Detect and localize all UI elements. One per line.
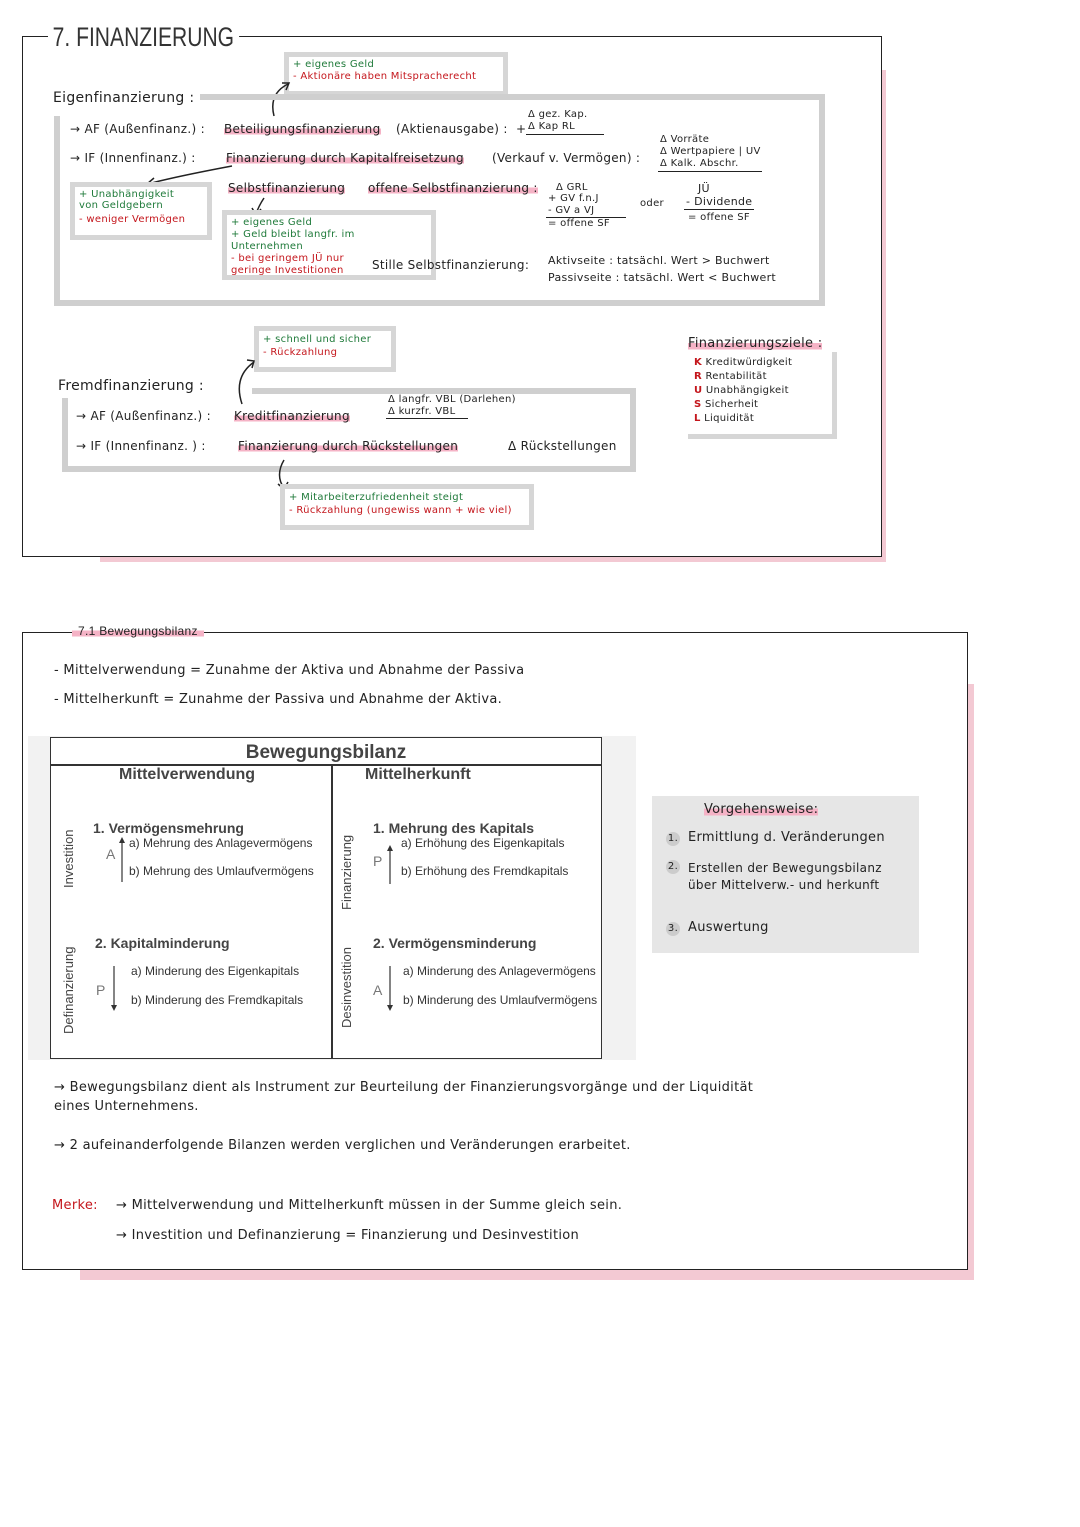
eigen-bar-top [200, 94, 824, 100]
ziele-letter-k: K [694, 357, 703, 368]
para-instrument: → Bewegungsbilanz dient als Instrument zur Beurteilung der Finanzierungsvorgänge und der Liquidität eines Unternehmens. [54, 1080, 754, 1114]
eigen-if-text: Finanzierung durch Kapitalfreisetzung [226, 151, 464, 165]
ziele-text-s: Sicherheit [705, 399, 759, 410]
eigen-bar-bottom [54, 300, 825, 306]
fremd-bottom-minus: - Rückzahlung (ungewiss wann + wie viel) [289, 505, 512, 516]
fremd-note-bottom [280, 484, 534, 530]
eigen-left-plus: + Unabhängigkeit von Geldgebern [79, 189, 175, 211]
table-col-right: Mittelherkunft [365, 766, 471, 783]
fremd-bar-right [630, 388, 636, 472]
table-col-left: Mittelverwendung [119, 766, 256, 783]
def-mittelherkunft: - Mittelherkunft = Zunahme der Passiva und Abnahme der Aktiva. [54, 692, 503, 707]
step-3-text: Auswertung [688, 920, 769, 935]
fremd-af-label: → AF (Außenfinanz.) : [76, 409, 211, 423]
q1-up-arrow-icon [117, 836, 127, 882]
eigen-offene: offene Selbstfinanzierung : [368, 181, 538, 195]
merke-line-1: → Mittelverwendung und Mittelherkunft müssen in der Summe gleich sein. [116, 1198, 623, 1213]
vorgehen-step-1 [666, 830, 912, 846]
selbst-plus2: + Geld bleibt langfr. im Unternehmen [231, 229, 355, 252]
fremd-if-delta: Δ Rückstellungen [508, 439, 617, 453]
table-mid-line [331, 764, 333, 1058]
eigen-bar-right [819, 94, 825, 306]
ziele-item-s [694, 398, 826, 412]
eigen-offene-calc-3: - GV a VJ [548, 205, 595, 216]
fremd-note-minus: - Rückzahlung [263, 347, 338, 358]
q4-side-label: Desinvestition [339, 947, 354, 1028]
q1-letter: A [106, 846, 116, 862]
vorgehen-step-3 [666, 920, 912, 936]
merke-label: Merke: [52, 1198, 98, 1213]
step-2-number: 2. [667, 861, 679, 872]
ziele-item-u [694, 384, 826, 398]
q3-side-label: Definanzierung [61, 946, 76, 1034]
q4-a: a) Minderung des Anlagevermögens [403, 964, 596, 978]
section2-title: 7.1 Bewegungsbilanz [72, 624, 204, 638]
eigen-af-delta2: Δ Kap RL [528, 121, 575, 132]
eigen-af-underline [526, 134, 604, 135]
merke-line-2: → Investition und Definanzierung = Finanzierung und Desinvestition [116, 1228, 580, 1243]
q1-b: b) Mehrung des Umlaufvermögens [129, 864, 314, 878]
para-bilanzen: → 2 aufeinanderfolgende Bilanzen werden verglichen und Veränderungen erarbeitet. [54, 1138, 631, 1153]
ziele-item-l [694, 412, 826, 426]
selbst-minus: - bei geringem JÜ nur geringe Investitionen [231, 253, 344, 276]
bewegungsbilanz-table [50, 737, 602, 1059]
eigen-offene-calc-4: = offene SF [548, 218, 610, 229]
vorgehen-step-2 [666, 860, 912, 894]
q4-b: b) Minderung des Umlaufvermögens [403, 993, 598, 1007]
q2-b: b) Erhöhung des Fremdkapitals [401, 864, 569, 878]
eigen-stille: Stille Selbstfinanzierung: [372, 258, 530, 272]
q1-side-label: Investition [61, 829, 76, 888]
q4-letter: A [373, 982, 383, 998]
vorgehen-heading: Vorgehensweise: [704, 802, 819, 817]
eigen-if-paren: (Verkauf v. Vermögen) : [492, 151, 641, 165]
def-mittelverwendung: - Mittelverwendung = Zunahme der Aktiva und Abnahme der Passiva [54, 663, 525, 678]
step-1-number: 1. [667, 833, 679, 844]
eigen-if-list-3: Δ Kalk. Abschr. [660, 158, 739, 169]
fremd-af-underline [386, 418, 468, 419]
q1-a: a) Mehrung des Anlagevermögens [129, 836, 313, 850]
ziele-letter-s: S [694, 399, 702, 410]
table-title: Bewegungsbilanz [245, 742, 407, 763]
q3-letter: P [96, 982, 106, 998]
fremd-af-delta1: Δ langfr. VBL (Darlehen) [388, 394, 516, 405]
step-2-text: Erstellen der Bewegungsbilanz über Mittelverw.- und herkunft [688, 861, 882, 892]
eigen-left-minus: - weniger Vermögen [79, 214, 186, 225]
eigen-stille-a: Aktivseite : tatsächl. Wert > Buchwert [548, 254, 770, 267]
eigen-af-delta1: Δ gez. Kap. [528, 109, 588, 120]
eigen-offene-calc2-1: JÜ [698, 182, 710, 195]
eigen-af-plus: + [516, 122, 527, 136]
q2-letter: P [373, 853, 383, 869]
ziele-text-u: Unabhängigkeit [705, 385, 789, 396]
q2-side-label: Finanzierung [339, 834, 354, 910]
q3-a: a) Minderung des Eigenkapitals [131, 964, 300, 978]
arrow-eigen-note [268, 80, 298, 120]
eigen-offene-calc2-3: = offene SF [688, 212, 750, 223]
eigen-note-left [70, 182, 212, 240]
ziele-text-k: Kreditwürdigkeit [705, 357, 793, 368]
q3-head: 2. Kapitalminderung [95, 935, 230, 951]
fremd-note-plus: + schnell und sicher [263, 334, 372, 345]
ziele-text-r: Rentabilität [705, 371, 767, 382]
q3-b: b) Minderung des Fremdkapitals [131, 993, 304, 1007]
eigen-selbst: Selbstfinanzierung [228, 181, 346, 195]
eigen-offene-calc2-line [684, 209, 754, 210]
fremd-note-top [254, 326, 396, 372]
section1-title: 7. FINANZIERUNG [48, 22, 239, 53]
fremd-bar-left [62, 398, 68, 472]
eigen-offene-calc2-2: - Dividende [686, 195, 753, 208]
ziele-text-l: Liquidität [704, 413, 755, 424]
eigen-offene-calc-1: Δ GRL [556, 182, 588, 193]
fremd-bar-bottom [62, 466, 636, 472]
eigen-note-plus: + eigenes Geld [293, 59, 375, 70]
fremd-heading: Fremdfinanzierung : [58, 378, 204, 394]
q4-down-arrow-icon [385, 966, 395, 1012]
fremd-af-delta2: Δ kurzfr. VBL [388, 406, 456, 417]
eigen-bar-left [54, 116, 60, 306]
ziele-item-k [694, 355, 826, 370]
ziele-letter-u: U [694, 385, 703, 396]
q4-head: 2. Vermögensminderung [373, 935, 537, 951]
section1-frame [22, 36, 882, 557]
eigen-af-text: Beteiligungsfinanzierung [224, 122, 381, 136]
q2-up-arrow-icon [385, 844, 395, 884]
eigen-if-list-2: Δ Wertpapiere | UV [660, 146, 761, 157]
q1-head: 1. Vermögensmehrung [93, 820, 244, 836]
step-1-text: Ermittlung d. Veränderungen [688, 830, 885, 845]
ziele-heading: Finanzierungsziele : [688, 336, 823, 351]
ziele-item-r [694, 370, 826, 384]
eigen-oder: oder [640, 198, 664, 209]
eigen-heading: Eigenfinanzierung : [53, 90, 195, 106]
eigen-if-underline [658, 171, 762, 172]
fremd-af-text: Kreditfinanzierung [234, 409, 350, 423]
ziele-box [688, 352, 837, 439]
eigen-note-minus: - Aktionäre haben Mitspracherecht [293, 71, 477, 82]
q2-head: 1. Mehrung des Kapitals [373, 820, 535, 836]
eigen-af-label: → AF (Außenfinanz.) : [70, 122, 205, 136]
selbst-plus1: + eigenes Geld [231, 217, 313, 228]
eigen-note-top [284, 52, 508, 96]
ziele-letter-r: R [694, 371, 703, 382]
fremd-if-text: Finanzierung durch Rückstellungen [238, 439, 459, 453]
q3-down-arrow-icon [109, 966, 119, 1012]
q2-a: a) Erhöhung des Eigenkapitals [401, 836, 565, 850]
fremd-bottom-plus: + Mitarbeiterzufriedenheit steigt [289, 492, 464, 503]
vorgehen-panel [652, 796, 919, 953]
eigen-stille-p: Passivseite : tatsächl. Wert < Buchwert [548, 271, 777, 284]
ziele-letter-l: L [694, 413, 701, 424]
eigen-af-paren: (Aktienausgabe) : [396, 122, 508, 136]
eigen-if-list-1: Δ Vorräte [660, 134, 710, 145]
eigen-if-label: → IF (Innenfinanz.) : [70, 151, 196, 165]
fremd-if-label: → IF (Innenfinanz. ) : [76, 439, 206, 453]
arrow-fremd-note [232, 356, 262, 406]
step-3-number: 3. [667, 923, 679, 934]
eigen-offene-calc-2: + GV f.n.J [548, 193, 599, 204]
